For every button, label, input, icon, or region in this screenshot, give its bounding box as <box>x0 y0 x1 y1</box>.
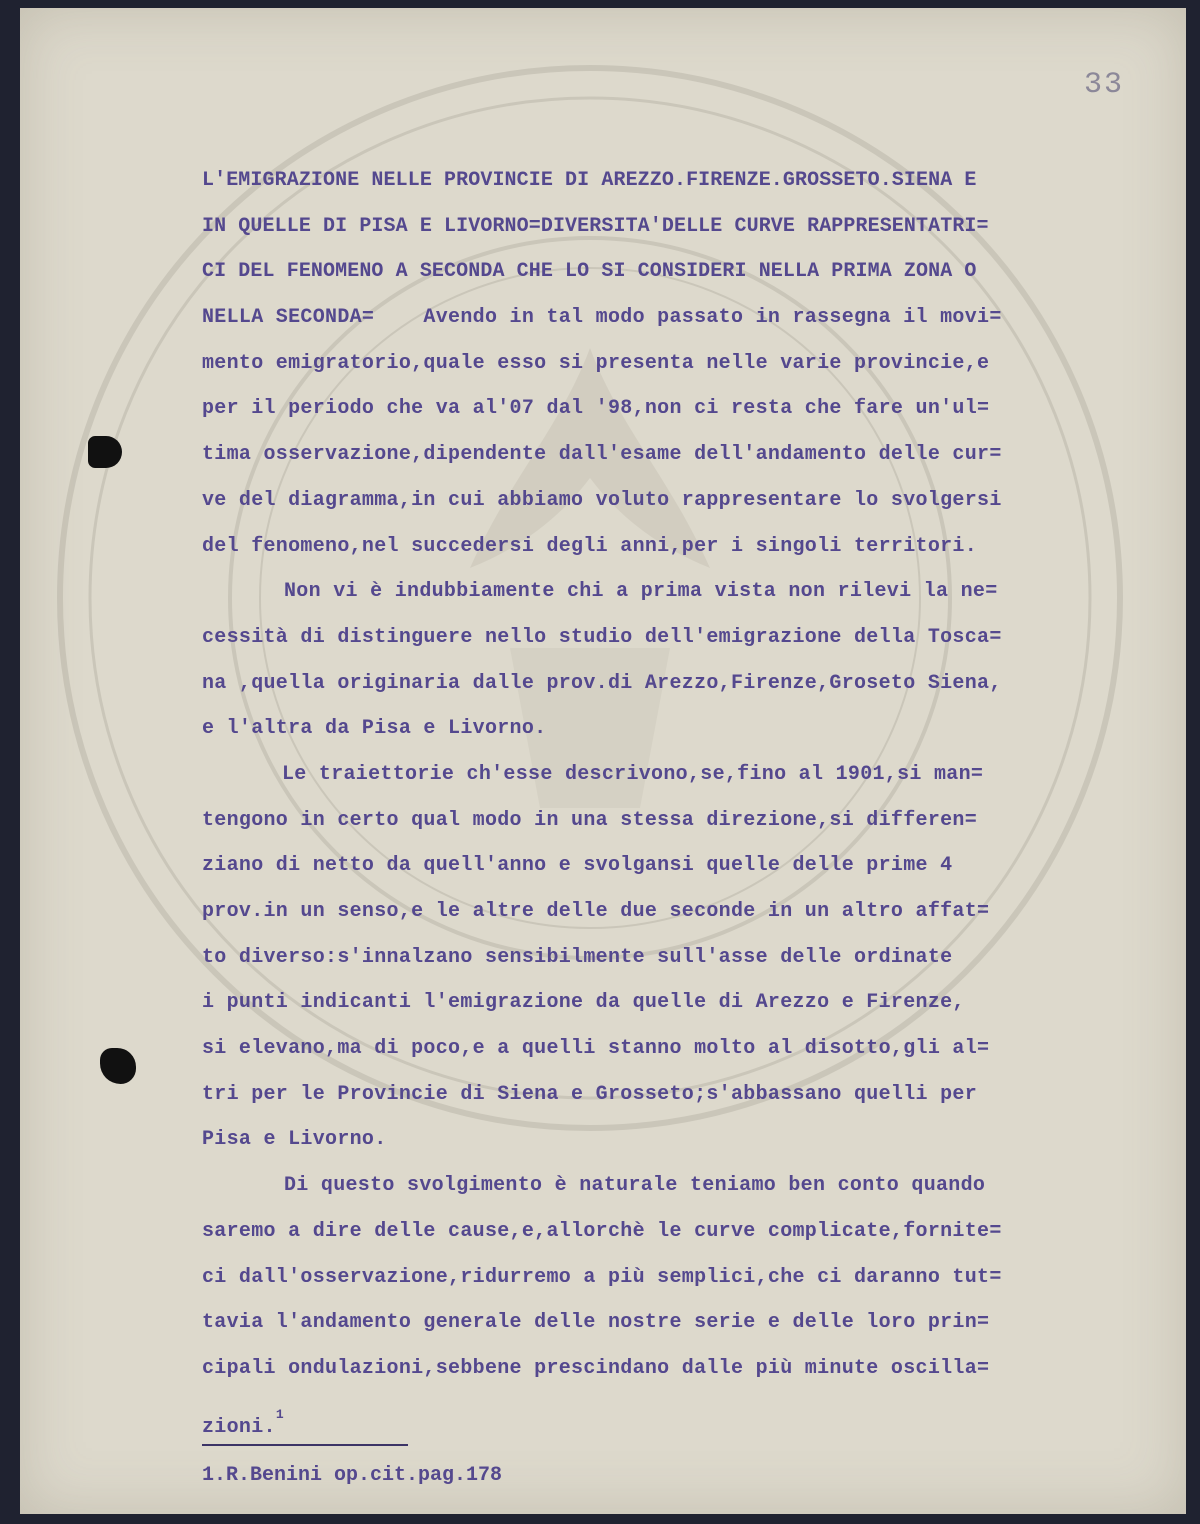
text-line: ci dall'osservazione,ridurremo a più semplici,che ci daranno tut= <box>202 1265 1002 1289</box>
last-text-line <box>202 1392 1102 1438</box>
footnote-rule <box>202 1444 408 1446</box>
punch-hole-mark <box>100 1048 136 1084</box>
footnote-marker: 1 <box>275 1406 284 1422</box>
footnote: 1.R.Benini op.cit.pag.178 <box>202 1464 503 1487</box>
text-line: prov.in un senso,e le altre delle due seconde in un altro affat= <box>202 900 990 923</box>
text-line: to diverso:s'innalzano sensibilmente sull'asse delle ordinate <box>202 945 953 969</box>
heading-line-3: CI DEL FENOMENO A SECONDA CHE LO SI CONSIDERI NELLA PRIMA ZONA O <box>202 260 977 284</box>
paragraph-start: Di questo svolgimento è naturale teniamo ben conto quando <box>284 1174 986 1198</box>
text-line: ziano di netto da quell'anno e svolgansi quelle delle prime 4 <box>202 854 953 878</box>
text-fragment: zioni. <box>202 1415 276 1439</box>
text-line: cipali ondulazioni,sebbene prescindano dalle più minute oscilla= <box>202 1356 990 1380</box>
document-body <box>202 158 1102 1437</box>
text-line: i punti indicanti l'emigrazione da quelle di Arezzo e Firenze, <box>202 991 965 1015</box>
heading-line-1: L'EMIGRAZIONE NELLE PROVINCIE DI AREZZO.FIRENZE.GROSSETO.SIENA E <box>202 169 977 192</box>
text-line: Pisa e Livorno. <box>202 1128 387 1152</box>
paragraph-start: Le traiettorie ch'esse descrivono,se,fino al 1901,si man= <box>282 762 984 786</box>
heading-line-2: IN QUELLE DI PISA E LIVORNO=DIVERSITA'DELLE CURVE RAPPRESENTATRI= <box>202 214 989 238</box>
text-line: NELLA SECONDA= Avendo in tal modo passato in rassegna il movi= <box>202 306 1002 330</box>
text-line: ve del diagramma,in cui abbiamo voluto rappresentare lo svolgersi <box>202 488 1002 512</box>
document-page <box>20 8 1186 1514</box>
text-line: del fenomeno,nel succedersi degli anni,per i singoli territori. <box>202 534 978 558</box>
text-line: na ,quella originaria dalle prov.di Arezzo,Firenze,Groseto Siena, <box>202 671 1002 695</box>
text-line: mento emigratorio,quale esso si presenta nelle varie provincie,e <box>202 351 990 375</box>
page-number: 33 <box>1083 68 1124 102</box>
text-line: tri per le Provincie di Siena e Grosseto;s'abbassano quelli per <box>202 1082 978 1106</box>
text-line: cessità di distinguere nello studio dell'emigrazione della Tosca= <box>202 625 1002 649</box>
text-line: per il periodo che va al'07 dal '98,non ci resta che fare un'ul= <box>202 397 990 421</box>
text-line: tavia l'andamento generale delle nostre serie e delle loro prin= <box>202 1311 990 1335</box>
punch-hole-mark <box>88 436 122 468</box>
text-line: e l'altra da Pisa e Livorno. <box>202 717 547 741</box>
text-line: tengono in certo qual modo in una stessa direzione,si differen= <box>202 808 978 832</box>
text-line: si elevano,ma di poco,e a quelli stanno molto al disotto,gli al= <box>202 1037 990 1061</box>
text-line: tima osservazione,dipendente dall'esame dell'andamento delle cur= <box>202 443 1002 467</box>
text-line: saremo a dire delle cause,e,allorchè le curve complicate,fornite= <box>202 1219 1002 1243</box>
paragraph-start: Non vi è indubbiamente chi a prima vista non rilevi la ne= <box>284 580 998 604</box>
